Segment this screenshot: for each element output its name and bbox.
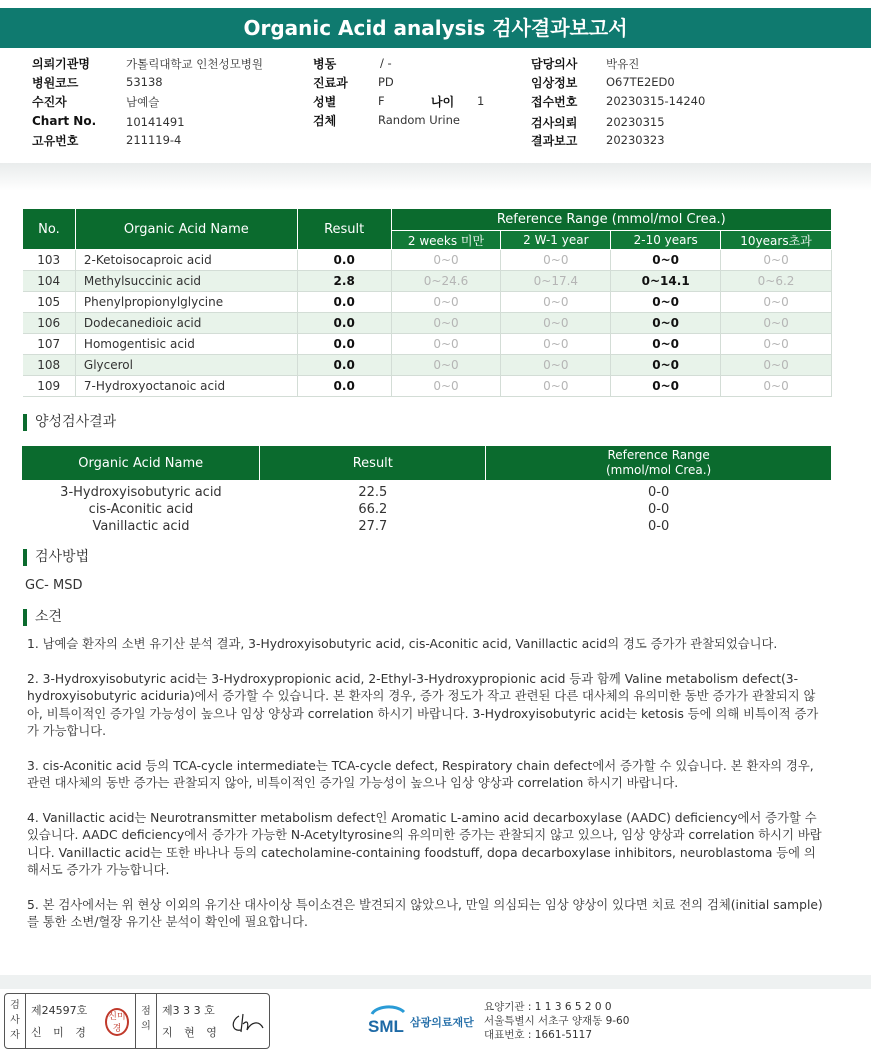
signer-role-char: 점 bbox=[141, 1006, 151, 1017]
row-range: 0~0 bbox=[611, 376, 721, 397]
header-result: Result bbox=[297, 209, 391, 250]
positive-result: 66.2 bbox=[358, 502, 388, 517]
footer-band bbox=[0, 975, 871, 989]
table-row bbox=[23, 271, 832, 292]
logo-text: SML bbox=[368, 1017, 404, 1036]
row-range: 0~0 bbox=[391, 313, 501, 334]
info-label: Chart No. bbox=[32, 114, 97, 128]
remark-paragraph: 4. Vanillactic acid는 Neurotransmitter metabolism defect인 Aromatic L-amino acid decarboxylase (AADC) deficiency에서 증가할 수 있습니다. AADC deficiency에서 증가가 가능한 N-Acetyltyrosine의 유의미한 증가는 관찰되지 않고 있으나, 임상 양상과 correlation 하시기 바랍니다. Vanillactic acid는 또한 바나나 등의 catecholamine-containing foodstuff, dopa decarboxylase inhibitors, neuroblastoma 등에 의해서도 증가가 가능합니다. bbox=[27, 810, 822, 877]
row-range: 0~0 bbox=[611, 334, 721, 355]
row-no: 106 bbox=[23, 313, 76, 334]
row-range: 0~0 bbox=[721, 355, 832, 376]
info-label: 병동 bbox=[313, 57, 337, 71]
header-name: Organic Acid Name bbox=[22, 446, 260, 480]
row-range: 0~0 bbox=[391, 250, 501, 271]
positive-name: cis-Aconitic acid bbox=[88, 502, 194, 517]
row-result: 0.0 bbox=[297, 376, 391, 397]
row-result: 0.0 bbox=[297, 355, 391, 376]
signature-box bbox=[4, 993, 270, 1049]
row-range: 0~0 bbox=[501, 355, 611, 376]
results-table bbox=[22, 208, 832, 397]
table-row bbox=[22, 501, 832, 518]
header-no: No. bbox=[23, 209, 76, 250]
info-value: 남예슬 bbox=[126, 95, 160, 109]
info-label: 의뢰기관명 bbox=[32, 57, 90, 71]
row-range: 0~0 bbox=[391, 355, 501, 376]
header-reference bbox=[486, 446, 832, 480]
row-range: 0~14.1 bbox=[611, 271, 721, 292]
row-range: 0~0 bbox=[721, 292, 832, 313]
row-name: Dodecanedioic acid bbox=[75, 313, 297, 334]
row-result: 0.0 bbox=[297, 313, 391, 334]
table-row bbox=[23, 313, 832, 334]
row-range: 0~0 bbox=[611, 313, 721, 334]
info-value: 박유진 bbox=[606, 57, 640, 71]
table-row bbox=[23, 250, 832, 271]
seal-stamp: 신미경 bbox=[105, 1008, 129, 1036]
info-value: PD bbox=[378, 75, 394, 89]
positive-result: 27.7 bbox=[358, 519, 388, 534]
info-value: O67TE2ED0 bbox=[606, 75, 675, 89]
report-title: Organic Acid analysis 검사결과보고서 bbox=[0, 8, 871, 48]
positive-ref: 0-0 bbox=[647, 485, 670, 500]
row-no: 108 bbox=[23, 355, 76, 376]
row-range: 0~0 bbox=[391, 376, 501, 397]
row-range: 0~0 bbox=[611, 292, 721, 313]
info-value: 211119-4 bbox=[126, 133, 182, 147]
positive-name: 3-Hydroxyisobutyric acid bbox=[60, 485, 222, 500]
info-value: / - bbox=[380, 56, 392, 70]
divider bbox=[156, 994, 157, 1048]
org-line: 대표번호 : 1661-5117 bbox=[484, 1029, 593, 1041]
row-name: Glycerol bbox=[75, 355, 297, 376]
separator-band bbox=[0, 163, 871, 191]
row-range: 0~0 bbox=[501, 292, 611, 313]
info-value: 가톨릭대학교 인천성모병원 bbox=[126, 57, 263, 71]
signer-license: 제3 3 3 호 bbox=[162, 1004, 215, 1017]
row-no: 103 bbox=[23, 250, 76, 271]
row-name: Phenylpropionylglycine bbox=[75, 292, 297, 313]
info-value: 20230323 bbox=[606, 133, 665, 147]
row-range: 0~0 bbox=[611, 250, 721, 271]
positive-name: Vanillactic acid bbox=[92, 519, 190, 534]
signer-license: 제24597호 bbox=[31, 1004, 88, 1017]
remark-paragraph: 5. 본 검사에서는 위 현상 이외의 유기산 대사이상 특이소견은 발견되지 않았으나, 만일 의심되는 임상 양상이 있다면 치료 전의 검체(initial sample)를 통한 소변/혈장 유기산 분석이 확인에 필요합니다. bbox=[27, 897, 823, 929]
table-row bbox=[23, 355, 832, 376]
org-line: 서울특별시 서초구 양재동 9-60 bbox=[484, 1015, 630, 1027]
info-value: F bbox=[378, 94, 385, 108]
remarks-heading: 소견 bbox=[23, 609, 62, 626]
row-no: 104 bbox=[23, 271, 76, 292]
table-row bbox=[23, 334, 832, 355]
row-result: 0.0 bbox=[297, 250, 391, 271]
signer-role-char: 자 bbox=[10, 1030, 20, 1041]
remarks-body bbox=[27, 636, 827, 949]
row-range: 0~17.4 bbox=[501, 271, 611, 292]
sml-logo-icon bbox=[366, 1002, 410, 1038]
sml-logo bbox=[366, 1002, 410, 1042]
info-label: 임상정보 bbox=[531, 76, 578, 90]
info-label: 수진자 bbox=[32, 95, 67, 109]
signer-name: 지 현 영 bbox=[162, 1026, 221, 1039]
row-result: 2.8 bbox=[297, 271, 391, 292]
info-value: 20230315 bbox=[606, 115, 665, 129]
info-label: 진료과 bbox=[313, 76, 348, 90]
info-label: 고유번호 bbox=[32, 134, 79, 148]
info-value: Random Urine bbox=[378, 113, 460, 127]
row-name: Homogentisic acid bbox=[75, 334, 297, 355]
row-no: 107 bbox=[23, 334, 76, 355]
signer-role-char: 사 bbox=[10, 1015, 20, 1026]
row-range: 0~0 bbox=[391, 334, 501, 355]
table-row bbox=[22, 518, 832, 535]
header-age-group: 2-10 years bbox=[611, 231, 721, 250]
signer-role-label bbox=[9, 998, 21, 1043]
row-range: 0~0 bbox=[501, 376, 611, 397]
positive-results-table bbox=[22, 446, 832, 535]
org-address bbox=[484, 1000, 629, 1042]
info-label: 검체 bbox=[313, 114, 337, 128]
row-no: 105 bbox=[23, 292, 76, 313]
info-label: 성별 bbox=[313, 95, 337, 109]
row-range: 0~0 bbox=[721, 334, 832, 355]
row-range: 0~0 bbox=[721, 250, 832, 271]
org-name: 삼광의료재단 bbox=[410, 1016, 474, 1029]
table-row bbox=[23, 292, 832, 313]
row-range: 0~0 bbox=[501, 334, 611, 355]
info-value: 53138 bbox=[126, 75, 163, 89]
row-range: 0~0 bbox=[501, 250, 611, 271]
signer-role-char: 검 bbox=[10, 1000, 20, 1011]
remark-paragraph: 2. 3-Hydroxyisobutyric acid는 3-Hydroxypropionic acid, 2-Ethyl-3-Hydroxypropionic acid 등과 함께 Valine metabolism defect(3-hydroxyisobutyric aciduria)에서 증가할 수 있습니다. 본 환자의 경우, 증가 정도가 작고 관련된 다른 대사체의 유의미한 동반 증가가 관찰되지 않아, 비특이적인 증가일 가능성이 높으나 임상 양상과 correlation 하시기 바랍니다. 3-Hydroxyisobutyric acid는 ketosis 등에 의해 비특이적 증가가 가능합니다. bbox=[27, 671, 819, 738]
divider bbox=[25, 994, 26, 1048]
info-label: 병원코드 bbox=[32, 76, 79, 90]
row-name: 7-Hydroxyoctanoic acid bbox=[75, 376, 297, 397]
table-row bbox=[22, 484, 832, 501]
header-reference-line2: (mmol/mol Crea.) bbox=[605, 463, 712, 477]
method-value: GC- MSD bbox=[25, 578, 83, 593]
org-line: 요양기관 : 1 1 3 6 5 2 0 0 bbox=[484, 1001, 612, 1013]
row-range: 0~0 bbox=[611, 355, 721, 376]
positive-ref: 0-0 bbox=[647, 519, 670, 534]
header-reference: Reference Range (mmol/mol Crea.) bbox=[391, 209, 831, 231]
info-value: 10141491 bbox=[126, 115, 185, 129]
row-range: 0~0 bbox=[391, 292, 501, 313]
header-reference-line1: Reference Range bbox=[607, 448, 710, 462]
info-label: 결과보고 bbox=[531, 134, 578, 148]
header-age-group: 2 weeks 미만 bbox=[391, 231, 501, 250]
remark-paragraph: 3. cis-Aconitic acid 등의 TCA-cycle intermediate는 TCA-cycle defect, Respiratory chain defect에서 증가할 수 있습니다. 본 환자의 경우, 관련 대사체의 동반 증가는 관찰되지 않아, 비특이적인 증가일 가능성이 높으나 임상 양상과 correlation 하시기 바랍니다. bbox=[27, 758, 814, 790]
row-range: 0~6.2 bbox=[721, 271, 832, 292]
remark-paragraph: 1. 남예슬 환자의 소변 유기산 분석 결과, 3-Hydroxyisobutyric acid, cis-Aconitic acid, Vanillactic acid의 경도 증가가 관찰되었습니다. bbox=[27, 637, 778, 651]
row-range: 0~24.6 bbox=[391, 271, 501, 292]
info-label: 담당의사 bbox=[531, 57, 578, 71]
method-heading: 검사방법 bbox=[23, 549, 89, 566]
divider bbox=[135, 994, 136, 1048]
info-value: 20230315-14240 bbox=[606, 94, 706, 108]
signer-role-char: 의 bbox=[141, 1021, 151, 1032]
row-name: Methylsuccinic acid bbox=[75, 271, 297, 292]
row-result: 0.0 bbox=[297, 334, 391, 355]
row-range: 0~0 bbox=[501, 313, 611, 334]
row-result: 0.0 bbox=[297, 292, 391, 313]
info-value: 1 bbox=[477, 94, 485, 108]
signature-icon bbox=[229, 1010, 265, 1036]
patient-info bbox=[0, 55, 871, 165]
table-row bbox=[23, 376, 832, 397]
positive-ref: 0-0 bbox=[647, 502, 670, 517]
positive-result: 22.5 bbox=[358, 485, 388, 500]
positive-results-heading: 양성검사결과 bbox=[23, 414, 116, 431]
signer-name: 신 미 경 bbox=[31, 1026, 90, 1039]
signer-role-label bbox=[140, 1004, 152, 1034]
header-name: Organic Acid Name bbox=[75, 209, 297, 250]
header-age-group: 10years초과 bbox=[721, 231, 832, 250]
row-range: 0~0 bbox=[721, 376, 832, 397]
header-result: Result bbox=[260, 446, 486, 480]
info-label: 나이 bbox=[431, 95, 455, 109]
info-label: 검사의뢰 bbox=[531, 116, 578, 130]
row-name: 2-Ketoisocaproic acid bbox=[75, 250, 297, 271]
row-no: 109 bbox=[23, 376, 76, 397]
info-label: 접수번호 bbox=[531, 95, 578, 109]
row-range: 0~0 bbox=[721, 313, 832, 334]
header-age-group: 2 W-1 year bbox=[501, 231, 611, 250]
